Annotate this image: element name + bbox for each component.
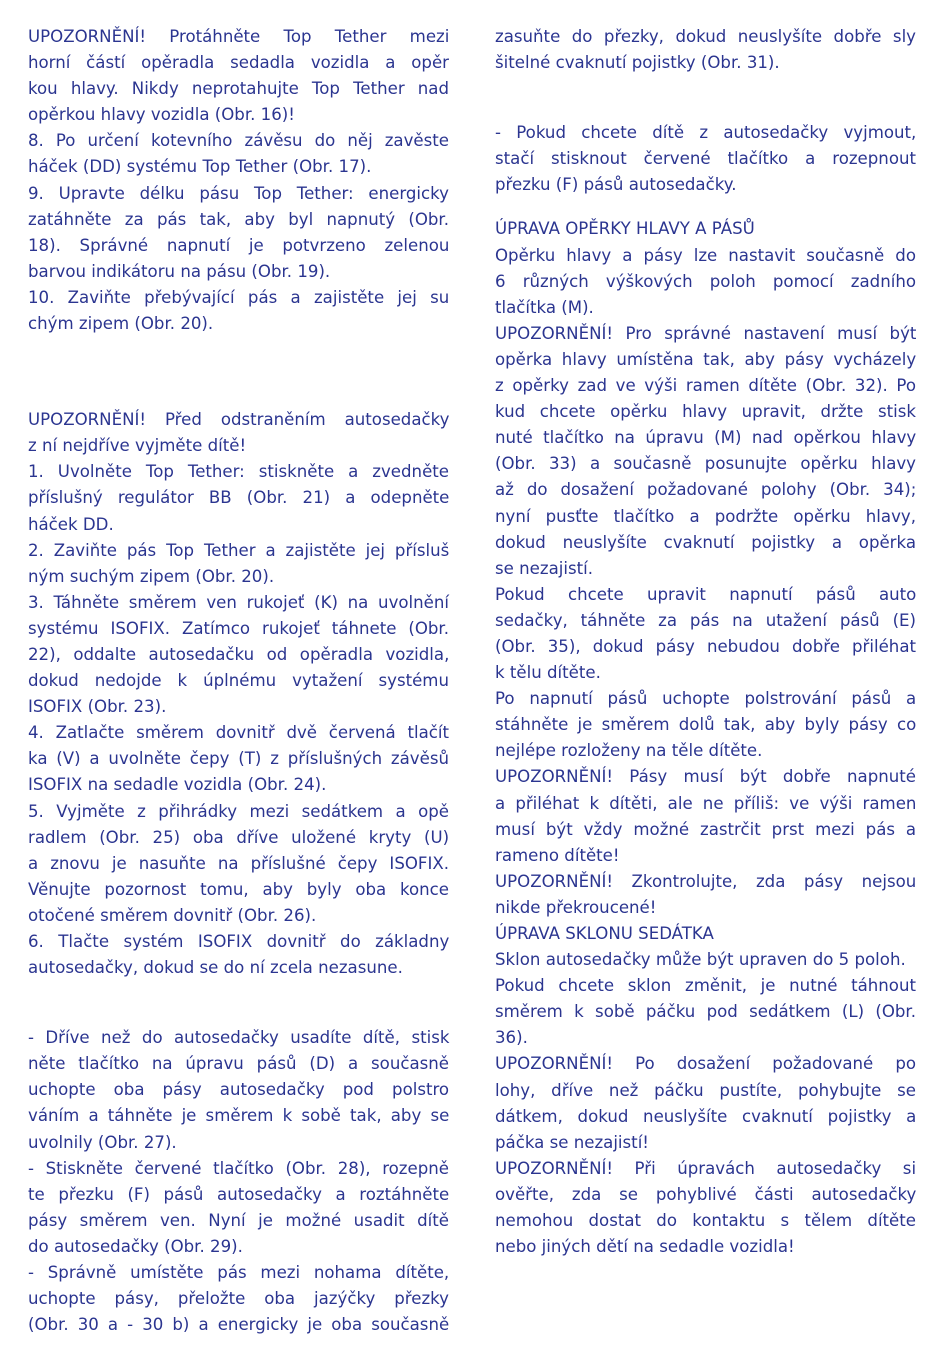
right-column-line: stačí stisknout červené tlačítko a rozepnout bbox=[495, 149, 916, 169]
left-column-line: dokud nedojde k úplnému vytažení systému bbox=[28, 671, 449, 691]
right-column-line: kud chcete opěrku hlavy upravit, držte stisk bbox=[495, 402, 916, 422]
right-column-line: rameno dítěte! bbox=[495, 845, 620, 865]
left-column-line: 9. Upravte délku pásu Top Tether: energicky bbox=[28, 183, 449, 203]
right-column-line: nyní pusťte tlačítko a podržte opěrku hlavy, bbox=[495, 506, 916, 526]
left-column-line: UPOZORNĚNÍ! Před odstraněním autosedačky bbox=[28, 410, 450, 430]
left-column-line: 10. Zaviňte přebývající pás a zajistěte jej su bbox=[28, 287, 450, 307]
right-column-line: dokud neuslyšíte cvaknutí pojistky a opěrka bbox=[495, 532, 916, 552]
right-column-line: nejlépe rozloženy na těle dítěte. bbox=[495, 741, 763, 761]
right-column-line: z opěrky zad ve výši ramen dítěte (Obr. 32). Po bbox=[495, 376, 916, 396]
right-column-line: UPOZORNĚNÍ! Pásy musí být dobře napnuté bbox=[495, 767, 916, 787]
left-column-line: barvou indikátoru na pásu (Obr. 19). bbox=[28, 261, 331, 281]
left-column-line: ka (V) a uvolněte čepy (T) z příslušných závěsů bbox=[28, 749, 449, 769]
right-column-line: nemohou dostat do kontaktu s tělem dítěte bbox=[495, 1211, 916, 1231]
right-column-line: opěrka hlavy umístěna tak, aby pásy vycházely bbox=[495, 349, 917, 369]
left-column-line: něte tlačítko na úpravu pásů (D) a současně bbox=[28, 1054, 449, 1074]
left-column-line: háček (DD) systému Top Tether (Obr. 17). bbox=[28, 157, 372, 177]
paragraph-gap bbox=[495, 198, 916, 216]
right-column bbox=[495, 24, 916, 1260]
left-column-line: uchopte oba pásy autosedačky pod polstro bbox=[28, 1080, 450, 1100]
left-column-line: ISOFIX (Obr. 23). bbox=[28, 697, 167, 717]
left-column-line: kou hlavy. Nikdy neprotahujte Top Tether nad bbox=[28, 79, 449, 99]
paragraph-gap bbox=[28, 337, 449, 407]
paragraph-gap bbox=[495, 76, 916, 120]
right-column-line: ÚPRAVA OPĚRKY HLAVY A PÁSŮ bbox=[495, 219, 755, 239]
left-column-line: zatáhněte za pás tak, aby byl napnutý (Obr. bbox=[28, 209, 449, 229]
left-column-line: příslušný regulátor BB (Obr. 21) a odepněte bbox=[28, 488, 450, 508]
left-column-line: - Dříve než do autosedačky usadíte dítě, stisk bbox=[28, 1028, 450, 1048]
left-column-line: 6. Tlačte systém ISOFIX dovnitř do základny bbox=[28, 932, 450, 951]
right-column-line: sedačky, táhněte za pás na utažení pásů (E) bbox=[495, 610, 916, 630]
right-column-line: Pokud chcete upravit napnutí pásů auto bbox=[495, 584, 917, 604]
right-column-line: stáhněte je směrem dolů tak, aby byly pásy co bbox=[495, 715, 917, 735]
right-column-line: musí být vždy možné zastrčit prst mezi pás a bbox=[495, 819, 917, 839]
left-column-line: 2. Zaviňte pás Top Tether a zajistěte jej přísluš bbox=[28, 540, 450, 560]
left-column-line: do autosedačky (Obr. 29). bbox=[28, 1236, 243, 1256]
right-column-line: UPOZORNĚNÍ! Zkontrolujte, zda pásy nejsou bbox=[495, 871, 917, 891]
right-column-line: se nezajistí. bbox=[495, 558, 593, 578]
left-column-line: 22), oddalte autosedačku od opěradla vozidla, bbox=[28, 644, 450, 664]
right-column-line: ověřte, zda se pohyblivé části autosedačky bbox=[495, 1184, 917, 1204]
left-column-line: 5. Vyjměte z přihrádky mezi sedátkem a opě bbox=[28, 801, 449, 821]
right-column-line: dátkem, dokud neuslyšíte cvaknutí pojistky a bbox=[495, 1106, 917, 1126]
right-column-line bbox=[495, 947, 916, 973]
left-column-line: horní částí opěradla sedadla vozidla a opěr bbox=[28, 53, 449, 73]
right-column-line: směrem k sobě páčku pod sedátkem (L) (Obr. bbox=[495, 1002, 916, 1022]
left-column-line: chým zipem (Obr. 20). bbox=[28, 314, 214, 334]
left-column-line: uchopte pásy, přeložte oba jazýčky přezky bbox=[28, 1289, 449, 1309]
left-column-line: radlem (Obr. 25) oba dříve uložené kryty (U) bbox=[28, 827, 450, 847]
right-column-line: - Pokud chcete dítě z autosedačky vyjmout, bbox=[495, 123, 917, 143]
right-column-line: přezku (F) pásů autosedačky. bbox=[495, 175, 737, 195]
right-column-line: nebo jiných dětí na sedadle vozidla! bbox=[495, 1237, 795, 1257]
right-column-line: šitelné cvaknutí pojistky (Obr. 31). bbox=[495, 53, 780, 73]
right-column-line: 36). bbox=[495, 1028, 528, 1048]
right-column-line: a přiléhat k dítěti, ale ne příliš: ve výši ramen bbox=[495, 793, 917, 813]
left-column-line: ISOFIX na sedadle vozidla (Obr. 24). bbox=[28, 775, 327, 795]
right-column-line: (Obr. 33) a současně posunujte opěrku hlavy bbox=[495, 454, 916, 474]
paragraph-gap bbox=[28, 981, 449, 1025]
left-column-line: - Stiskněte červené tlačítko (Obr. 28), rozepně bbox=[28, 1158, 449, 1178]
left-column-line: z ní nejdříve vyjměte dítě! bbox=[28, 436, 247, 456]
left-column-line: (Obr. 30 a - 30 b) a energicky je oba současně bbox=[28, 1315, 450, 1335]
condensed-text: Sklon autosedačky může být upraven do 5 poloh. bbox=[495, 950, 906, 970]
left-column-line: a znovu je nasuňte na příslušné čepy ISOFIX. bbox=[28, 853, 449, 873]
right-column-line: až do dosažení požadované polohy (Obr. 34); bbox=[495, 480, 917, 500]
right-column-line: ÚPRAVA SKLONU SEDÁTKA bbox=[495, 924, 714, 943]
left-column-line: uvolnily (Obr. 27). bbox=[28, 1132, 177, 1152]
left-column-line: 4. Zatlačte směrem dovnitř dvě červená tlačít bbox=[28, 723, 449, 743]
left-column-line: Věnujte pozornost tomu, aby byly oba konce bbox=[28, 879, 449, 899]
left-column-line: opěrkou hlavy vozidla (Obr. 16)! bbox=[28, 105, 295, 125]
right-column-line: nikde překroucené! bbox=[495, 897, 657, 917]
right-column-line: UPOZORNĚNÍ! Po dosažení požadované po bbox=[495, 1054, 916, 1074]
right-column-line: páčka se nezajistí! bbox=[495, 1132, 649, 1152]
right-column-line: Pokud chcete sklon změnit, je nutné táhnout bbox=[495, 976, 916, 996]
right-column-line: Po napnutí pásů uchopte polstrování pásů a bbox=[495, 689, 917, 709]
left-column-line: autosedačky, dokud se do ní zcela nezasune. bbox=[28, 958, 403, 978]
left-column-line: pásy směrem ven. Nyní je možné usadit dítě bbox=[28, 1210, 449, 1230]
left-column-line: 3. Táhněte směrem ven rukojeť (K) na uvolnění bbox=[28, 592, 449, 612]
left-column-line: systému ISOFIX. Zatímco rukojeť táhnete (Obr. bbox=[28, 618, 449, 638]
left-column-line: UPOZORNĚNÍ! Protáhněte Top Tether mezi bbox=[28, 27, 450, 46]
left-column-line: 18). Správné napnutí je potvrzeno zelenou bbox=[28, 235, 450, 255]
right-column-line: Opěrku hlavy a pásy lze nastavit současně do bbox=[495, 245, 916, 265]
right-column-line: k tělu dítěte. bbox=[495, 663, 601, 683]
right-column-line: 6 různých výškových poloh pomocí zadního bbox=[495, 271, 916, 291]
right-column-line: lohy, dříve než páčku pustíte, pohybujte se bbox=[495, 1080, 916, 1100]
right-column-line: zasuňte do přezky, dokud neuslyšíte dobře sly bbox=[495, 27, 916, 46]
left-column-line: ným suchým zipem (Obr. 20). bbox=[28, 566, 275, 586]
left-column-line: váním a táhněte je směrem k sobě tak, aby se bbox=[28, 1106, 450, 1126]
right-column-line: nuté tlačítko na úpravu (M) nad opěrkou hlavy bbox=[495, 428, 917, 448]
right-column-line: UPOZORNĚNÍ! Při úpravách autosedačky si bbox=[495, 1158, 917, 1178]
left-column-line: 8. Po určení kotevního závěsu do něj zavěste bbox=[28, 131, 449, 151]
left-column-line: 1. Uvolněte Top Tether: stiskněte a zvedněte bbox=[28, 462, 449, 482]
right-column-line: UPOZORNĚNÍ! Pro správné nastavení musí být bbox=[495, 323, 917, 343]
left-column-line: háček DD. bbox=[28, 514, 114, 534]
right-column-line: (Obr. 35), dokud pásy nebudou dobře přiléhat bbox=[495, 636, 916, 656]
left-column bbox=[28, 24, 449, 1338]
left-column-line: otočené směrem dovnitř (Obr. 26). bbox=[28, 905, 317, 925]
left-column-line: - Správně umístěte pás mezi nohama dítěte, bbox=[28, 1263, 450, 1283]
right-column-line: tlačítka (M). bbox=[495, 297, 594, 317]
left-column-line: te přezku (F) pásů autosedačky a roztáhněte bbox=[28, 1184, 450, 1204]
